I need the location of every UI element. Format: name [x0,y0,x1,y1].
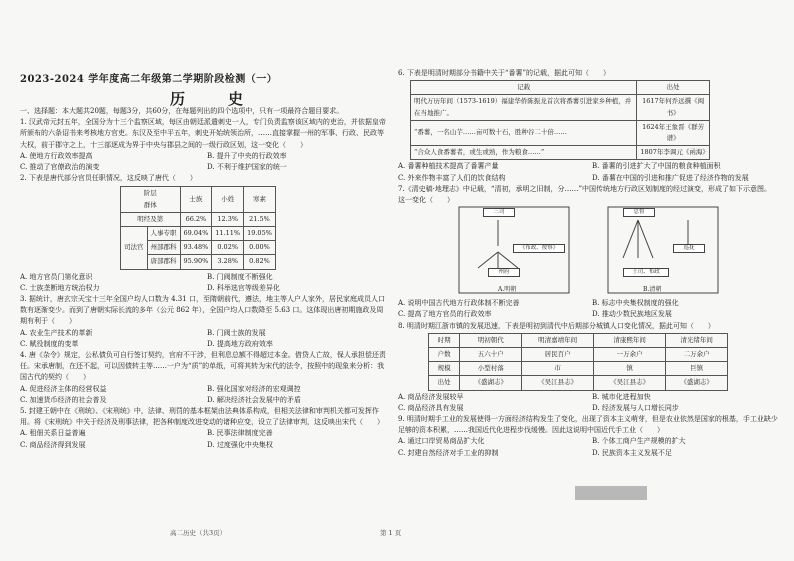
q2-options [20,272,386,294]
option: A. 租佃关系日益普遍 [20,429,86,438]
diagram-node: 巡抚 [673,244,705,253]
diagram-node: 土司、布政 [623,268,669,277]
option: A. 促进经济主体的经营权益 [20,384,107,393]
option: B. 门阀制度不断强化 [207,272,273,281]
option: B. 强化国家对经济的宏观调控 [207,384,301,393]
q7-options [398,298,778,320]
table-row: 户数 五六十户 居民百户 一万余户 二万余户 [429,348,728,362]
option: D. 经济发展与人口增长同步 [592,403,679,412]
option: C. 提高了地方官员的行政效率 [398,310,492,319]
q8-table [428,333,728,391]
table-row: 明代万历年间（1573-1619）福建华侨陈振龙首次将番薯引进家乡种植，并在当地推广。 1617年何乔远撰《闽书》 [411,95,710,120]
option: D. 过度强化中央集权 [207,440,273,449]
option: A. 通过口岸贸易商品扩大化 [398,437,485,446]
table-header: 士族 [180,187,212,212]
q9-options [398,436,778,458]
subject-title: 历 史 [170,90,258,108]
option: B. 个体工商户生产规模的扩大 [592,437,686,446]
option: B. 门阀士族的发展 [207,328,266,337]
q1-stem: 1. 汉武帝元封五年，全国分为十三个监察区域，每区由朝廷派遣刺史一人，专门负责监察该区域内的吏治，并依据皇帝所颁布的六条诏书来考核地方官吏。东汉及至中平五年，刺史开始统领治所，……直接掌握一州的军事、行政、民政等大权，前于郡守之上，十三部逐成为界于中央与郡县之间的一级行政区划，这一变化（ ） [20,118,386,149]
q8-stem: 8. 明清时期江浙市镇的发展迅速，下表是明初到清代中后期部分城镇人口变化情况，据此可知（ ） [398,321,715,330]
table-row: 州部郡科 93.48% 0.02% 0.00% [121,241,276,255]
q5-options [20,428,386,450]
option: D. 番薯在中国的引进和推广促进了经济作物的发展 [592,173,749,182]
table-header: 时期 [429,333,460,347]
q4-stem: 4. 唐《杂令》规定，公私债负可自行签订契约，官府不干涉，但利息总额不得超过本金。借贷人亡故，保人承担偿还责任。宋承唐制，在还不起，可以因债转主等……一户为“质”的单纸，可将其转为宋代的法令，按照中的现象来分析：我国古代的契约（ ） [20,351,386,382]
q6-table [410,80,710,160]
q3-options [20,328,386,350]
diagram-node: 总督 [623,208,655,217]
table-header: 寒素 [244,187,276,212]
option: A. 使地方行政效率提高 [20,151,93,160]
q6-stem: 6. 下表是明清时期部分书籍中关于“番薯”的记载，据此可知（ ） [398,69,611,77]
diagram-node: 《布政、按察》 [513,244,565,253]
option: C. 商品经济具有发展 [398,403,464,412]
table-header: 清康熙年间 [594,333,666,347]
table-row: “番薯，一名山芋……亩可数十石，胜种谷二十倍…… 1624年王象晋《群芳谱》 [411,120,710,145]
option: C. 外来作物丰富了人们的饮食结构 [398,173,506,182]
q2-stem: 2. 下表是唐代部分官员任职情况，这反映了唐代（ ） [20,174,197,183]
diagram-node: 三司 [483,208,515,217]
q3-stem: 3. 据统计，唐玄宗天宝十三年全国户均人口数为 4.31 口，至隋朝前代，遵法，地主等人户人家外，居民家庭成员人口数有逐渐变少。而到了唐朝实际长流的多年（公元 862 年），全国户均人口数降至 5.63 口。这体现出唐初期施政及周期有利于（ ） [20,295,385,326]
table-header: 小姓 [212,187,244,212]
option: C. 封建自然经济对手工业的抑制 [398,448,499,457]
option: D. 推动少数民族地区发展 [592,310,672,319]
diagram-caption: A.明朝 [498,286,517,294]
option: B. 提升了中央的行政效率 [207,151,287,160]
right-column [398,68,778,459]
q2-table [120,186,276,269]
table-header: 清光绪年间 [666,333,728,347]
table-header: 明清嘉靖年间 [522,333,594,347]
option: A. 地方官员门第化意识 [20,272,93,281]
q5-stem: 5. 封建王朝中在《刑统》、《宋刑统》中，法律、刑罚的基本框架由法典体系构成，但相关法律和审判机关都可发挥作用。将《宋刑统》中关于经济及刑事法律，把各种制度改进变动的诸种应变，设立了法律审判，这反映出宋代（ ） [20,407,384,427]
option: B. 民事法律制度完善 [207,429,273,438]
q6-options [398,161,778,183]
q9-stem: 9. 明清时期手工业的发展使得一方面经济结构发生了变化，出现了资本主义萌芽，但是农业依然是国家的根基，手工业缺少足够的资本积累，……我国近代化进程步伐缓慢。因此这说明中国近代手工业（ ） [398,415,778,435]
diagram-caption: B.清朝 [643,286,662,294]
q7-stem: 7.《清史稿·地理志》中记载，“清初，承明之旧制，分……”中国传统地方行政区划制度的经过演变，形成了如下示意图。这一变化（ ） [398,184,772,205]
option: D. 科举选官等级差异化 [207,283,280,292]
option: A. 说明中国古代地方行政体制不断完善 [398,299,520,308]
option: A. 商品经济发展较早 [398,392,464,401]
option: B. 番薯的引进扩大了中国的粮食种植面积 [592,162,721,171]
table-row: 明经及第 66.2% 12.3% 21.5% [121,212,276,226]
option: C. 加速货币经济的社会普及 [20,395,107,404]
q7-diagram [398,206,778,298]
option: A. 番薯种植技术提高了番薯产量 [398,162,499,171]
table-header: 阶层 群体 [121,187,181,212]
table-row: “合众人食番薯者，或生或熟，作为粮食……” 1807年李调元《函海》 [411,146,710,160]
section-intro: 一、选择题：本大题共20题，每题3分，共60分，在每题列出的四个选项中，只有一项最符合题目要求。 [20,107,344,115]
table-header: 记载 [411,81,637,95]
table-row: 规模 小型村落 市 镇 巨镇 [429,362,728,376]
table-header: 明初朝代 [460,333,522,347]
left-column [20,106,386,451]
table-row: 司法官 人事专职 69.04% 11.11% 19.05% [121,227,276,241]
q1-options [20,151,386,173]
option: C. 商品经济得到发展 [20,440,86,449]
option: D. 解决经济社会发展中的矛盾 [207,395,301,404]
table-header: 出处 [637,81,710,95]
option: D. 提高地方政府效率 [207,339,273,348]
option: B. 城市化进程加快 [592,392,651,401]
footer-left: 高二历史（共3页） [170,529,227,537]
option: D. 民族资本主义发展不足 [592,448,672,457]
diagram-node: 州府 [488,268,520,277]
exam-title: 2023-2024 学年度高二年级第二学期阶段检测（一） [20,74,278,85]
q8-options [398,392,778,414]
table-row: 出处 《盛湖志》 《吴江县志》 《吴江县志》 《盛湖志》 [429,376,728,390]
option: C. 推动了官僚政治的演变 [20,163,100,172]
q4-options [20,384,386,406]
option: A. 农业生产技术的革新 [20,328,93,337]
table-row: 唐部郡科 95.90% 3.28% 0.82% [121,255,276,269]
option: C. 赋役制度的变革 [20,339,79,348]
option: D. 不利于维护国家的统一 [207,163,287,172]
redaction-block [575,486,647,500]
page-number: 第 1 页 [380,529,402,537]
option: B. 标志中央集权制度的强化 [592,299,679,308]
option: C. 士族垄断地方统治权力 [20,283,100,292]
